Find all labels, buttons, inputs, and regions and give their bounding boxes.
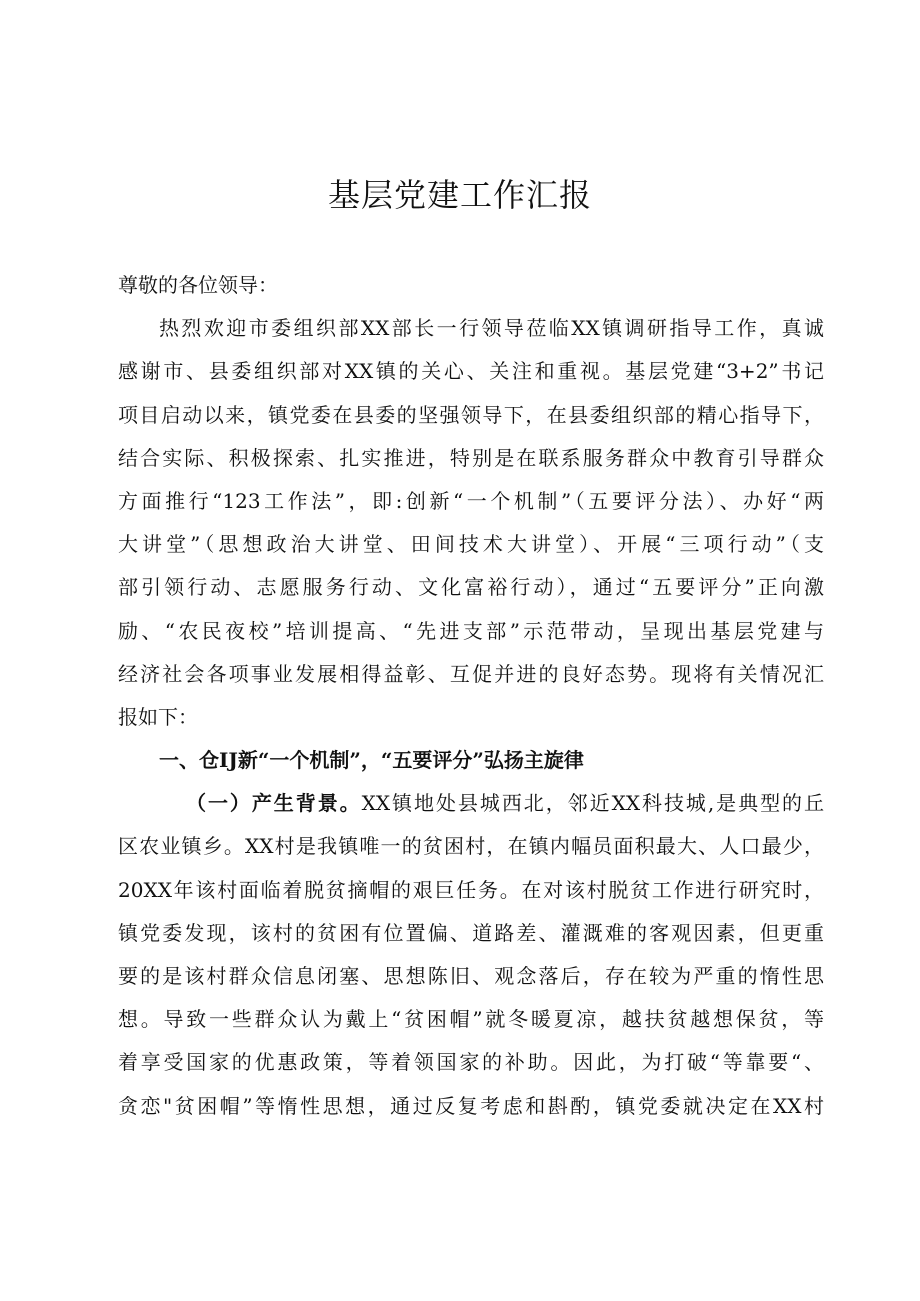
paragraph-line: 报如下： [118, 704, 198, 729]
paragraph-line: 着享受国家的优惠政策，等着领国家的补助。因此，为打破“等靠要“、 [118, 1050, 824, 1075]
paragraph-line: 方面推行“123工作法”，即:创新“一个机制”（五要评分法）、办好“两 [118, 488, 824, 513]
paragraph-line: 感谢市、县委组织部对XX镇的关心、关注和重视。基层党建“3+2”书记 [118, 359, 824, 384]
paragraph-line [118, 782, 824, 825]
paragraph-line: 热烈欢迎市委组织部XX部长一行领导莅临XX镇调研指导工作，真诚 [159, 316, 824, 341]
paragraph-line: 励、“农民夜校”培训提高、“先进支部”示范带动，呈现出基层党建与 [118, 618, 824, 643]
paragraph-line: 大讲堂”（思想政治大讲堂、田间技术大讲堂）、开展“三项行动”（支 [118, 532, 824, 557]
paragraph-line: 部引领行动、志愿服务行动、文化富裕行动），通过“五要评分”正向激 [118, 575, 824, 600]
paragraph-line: 镇党委发现，该村的贫困有位置偏、道路差、灌溉难的客观因素，但更重 [118, 920, 824, 945]
intro-paragraph [118, 307, 824, 739]
paragraph-line: 20XX年该村面临着脱贫摘帽的艰巨任务。在对该村脱贫工作进行研究时， [118, 877, 824, 902]
paragraph-line: 要的是该村群众信息闭塞、思想陈旧、观念落后，存在较为严重的惰性思 [118, 964, 824, 988]
paragraph-text: XX镇地处县城西北，邻近XX科技城,是典型的丘 [361, 791, 824, 816]
document-title: 基层党建工作汇报 [327, 176, 592, 214]
paragraph-line: 想。导致一些群众认为戴上“贫困帽”就冬暖夏凉，越扶贫越想保贫，等 [118, 1007, 824, 1032]
subsection-paragraph [118, 782, 824, 1128]
subsection-lead: （一）产生背景。 [186, 791, 362, 816]
document-body [118, 264, 824, 1128]
paragraph-line: 项目启动以来，镇党委在县委的坚强领导下，在县委组织部的精心指导下， [118, 402, 824, 427]
paragraph-line: 结合实际、积极探索、扎实推进，特别是在联系服务群众中教育引导群众 [118, 445, 824, 470]
paragraph-line: 贪恋"贫困帽”等惰性思想，通过反复考虑和斟酌，镇党委就决定在XX村 [118, 1093, 824, 1118]
salutation: 尊敬的各位领导： [118, 273, 278, 297]
section-heading: 一、仓IJ新“一个机制”，“五要评分”弘扬主旋律 [159, 748, 584, 773]
paragraph-line: 经济社会各项事业发展相得益彰、互促并进的良好态势。现将有关情况汇 [118, 661, 824, 686]
paragraph-line: 区农业镇乡。XX村是我镇唯一的贫困村，在镇内幅员面积最大、人口最少， [118, 834, 824, 859]
